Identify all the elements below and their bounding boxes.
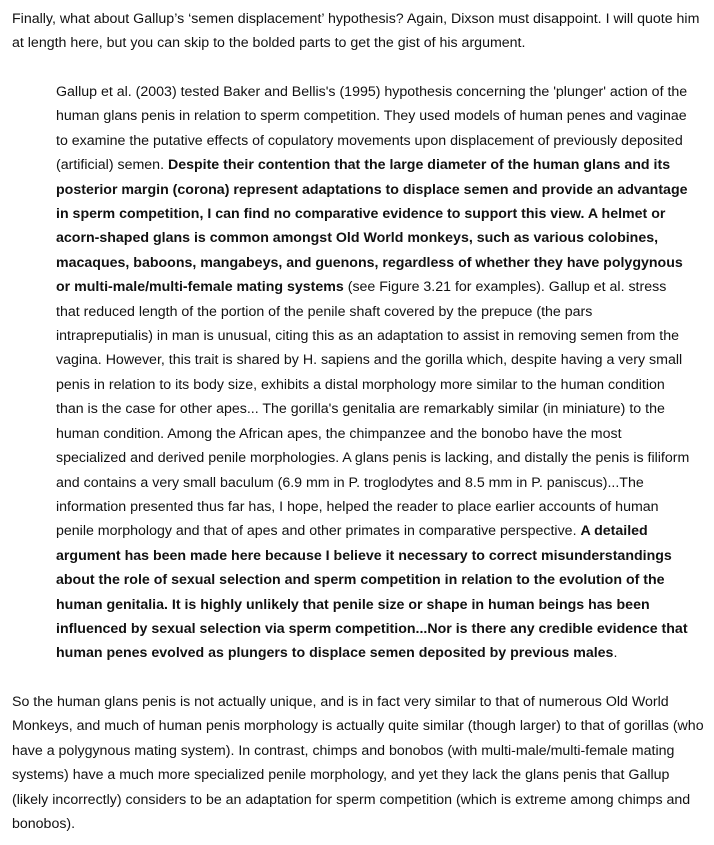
outro-paragraph: So the human glans penis is not actually unique, and is in fact very similar to that of numerous Old World Monkeys, and much of human penis morphology is actually quite similar (though larger) to that of gorillas (who have a polygynous mating system). In contrast, chimps and bonobos (with multi-male/multi-female mating systems) have a much more specialized penile morphology, and yet they lack the glans penis that Gallup (likely incorrectly) considers to be an adaptation for sperm competition (which is extreme among chimps and bonobos). [12,694,704,833]
quote-text-2: (see Figure 3.21 for examples). Gallup et al. stress that reduced length of the portion of the penile shaft covered by the prepuce (the pars intrapreputialis) in man is unusual, citing this as an adaptation to assist in removing semen from the vagina. However, this trait is shared by H. sapiens and the gorilla which, despite having a very small penis in relation to its body size, exhibits a distal morphology more similar to the human condition than is the case for other apes... The gorilla's genitalia are remarkably similar (in miniature) to the human condition. Among the African apes, the chimpanzee and the bonobo have the most specialized and derived penile morphologies. A glans penis is lacking, and distally the penis is filiform and contains a very small baculum (6.9 mm in P. troglodytes and 8.5 mm in P. paniscus)...The information presented thus far has, I hope, helped the reader to place earlier accounts of human penile morphology and that of apes and other primates in comparative perspective. [56,279,690,540]
quote-paragraph [56,80,690,666]
block-quote [56,80,690,666]
intro-paragraph: Finally, what about Gallup’s ‘semen displacement’ hypothesis? Again, Dixson must disappoint. I will quote him at length here, but you can skip to the bolded parts to get the gist of his argument. [12,11,700,52]
quote-bold-2: A detailed argument has been made here because I believe it necessary to correct misunderstandings about the role of sexual selection and sperm competition in relation to the evolution of the human genitalia. It is highly unlikely that penile size or shape in human beings has been influenced by sexual selection via sperm competition...Nor is there any credible evidence that human penes evolved as plungers to displace semen deposited by previous males [56,523,688,662]
quote-text-1: Gallup et al. (2003) tested Baker and Bellis's (1995) hypothesis concerning the 'plunger' action of the human glans penis in relation to sperm competition. They used models of human penes and vaginae to examine the putative effects of copulatory movements upon displacement of previously deposited (artificial) semen. [56,84,688,174]
quote-bold-1: Despite their contention that the large diameter of the human glans and its posterior margin (corona) represent adaptations to displace semen and provide an advantage in sperm competition, I can find no comparative evidence to support this view. A helmet or acorn-shaped glans is common amongst Old World monkeys, such as various colobines, macaques, baboons, mangabeys, and guenons, regardless of whether they have polygynous or multi-male/multi-female mating systems [56,157,688,296]
quote-text-3: . [613,645,618,662]
